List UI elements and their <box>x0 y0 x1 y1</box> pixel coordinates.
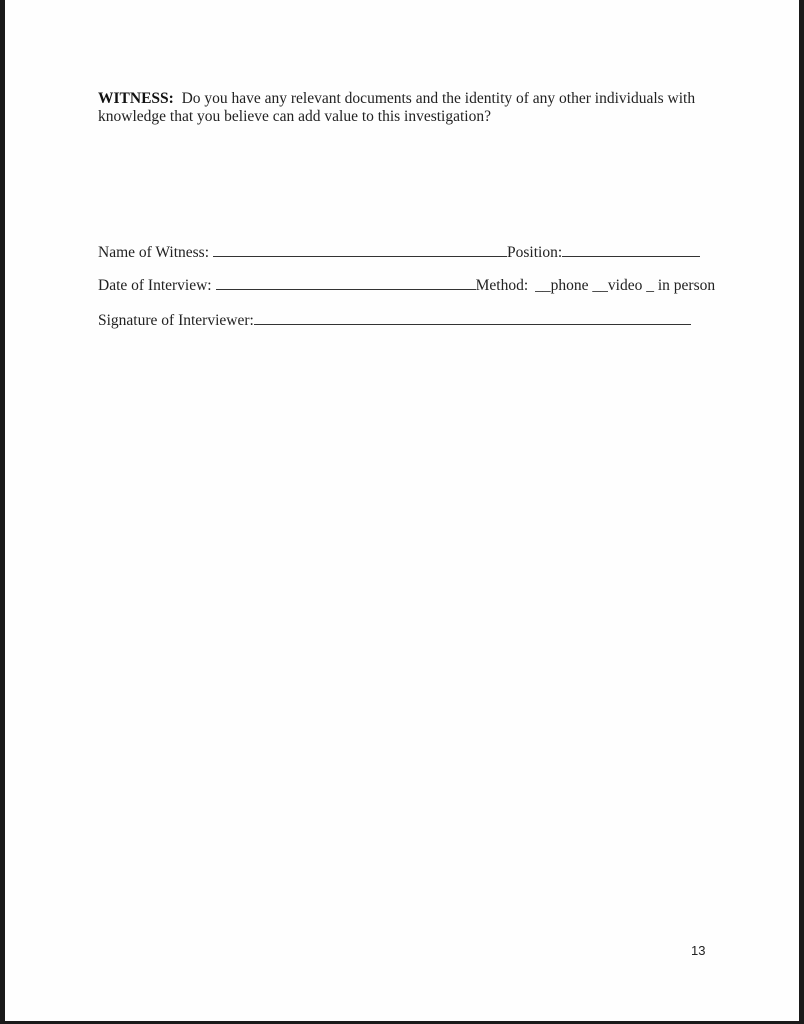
document-page <box>5 0 799 1021</box>
page-number: 13 <box>691 943 706 958</box>
signature-of-interviewer-blank[interactable] <box>254 312 691 325</box>
witness-question <box>98 90 718 126</box>
name-of-witness-blank[interactable] <box>213 244 507 257</box>
window-edge <box>799 0 804 1024</box>
signature-of-interviewer-label: Signature of Interviewer: <box>98 312 254 329</box>
name-of-witness-label: Name of Witness: <box>98 244 210 261</box>
name-position-row <box>98 244 700 262</box>
signature-row <box>98 312 691 330</box>
position-label: Position: <box>507 244 563 261</box>
date-of-interview-label: Date of Interview: <box>98 277 212 294</box>
method-label: Method: <box>475 277 529 294</box>
witness-question-text: Do you have any relevant documents and the identity of any other individuals with knowledge that you believe can add value to this investigation? <box>98 90 696 125</box>
position-blank[interactable] <box>562 244 700 257</box>
date-of-interview-blank[interactable] <box>216 277 476 290</box>
method-options[interactable]: __phone __video _ in person <box>535 277 716 294</box>
witness-label: WITNESS: <box>98 90 174 107</box>
date-method-row <box>98 277 715 295</box>
